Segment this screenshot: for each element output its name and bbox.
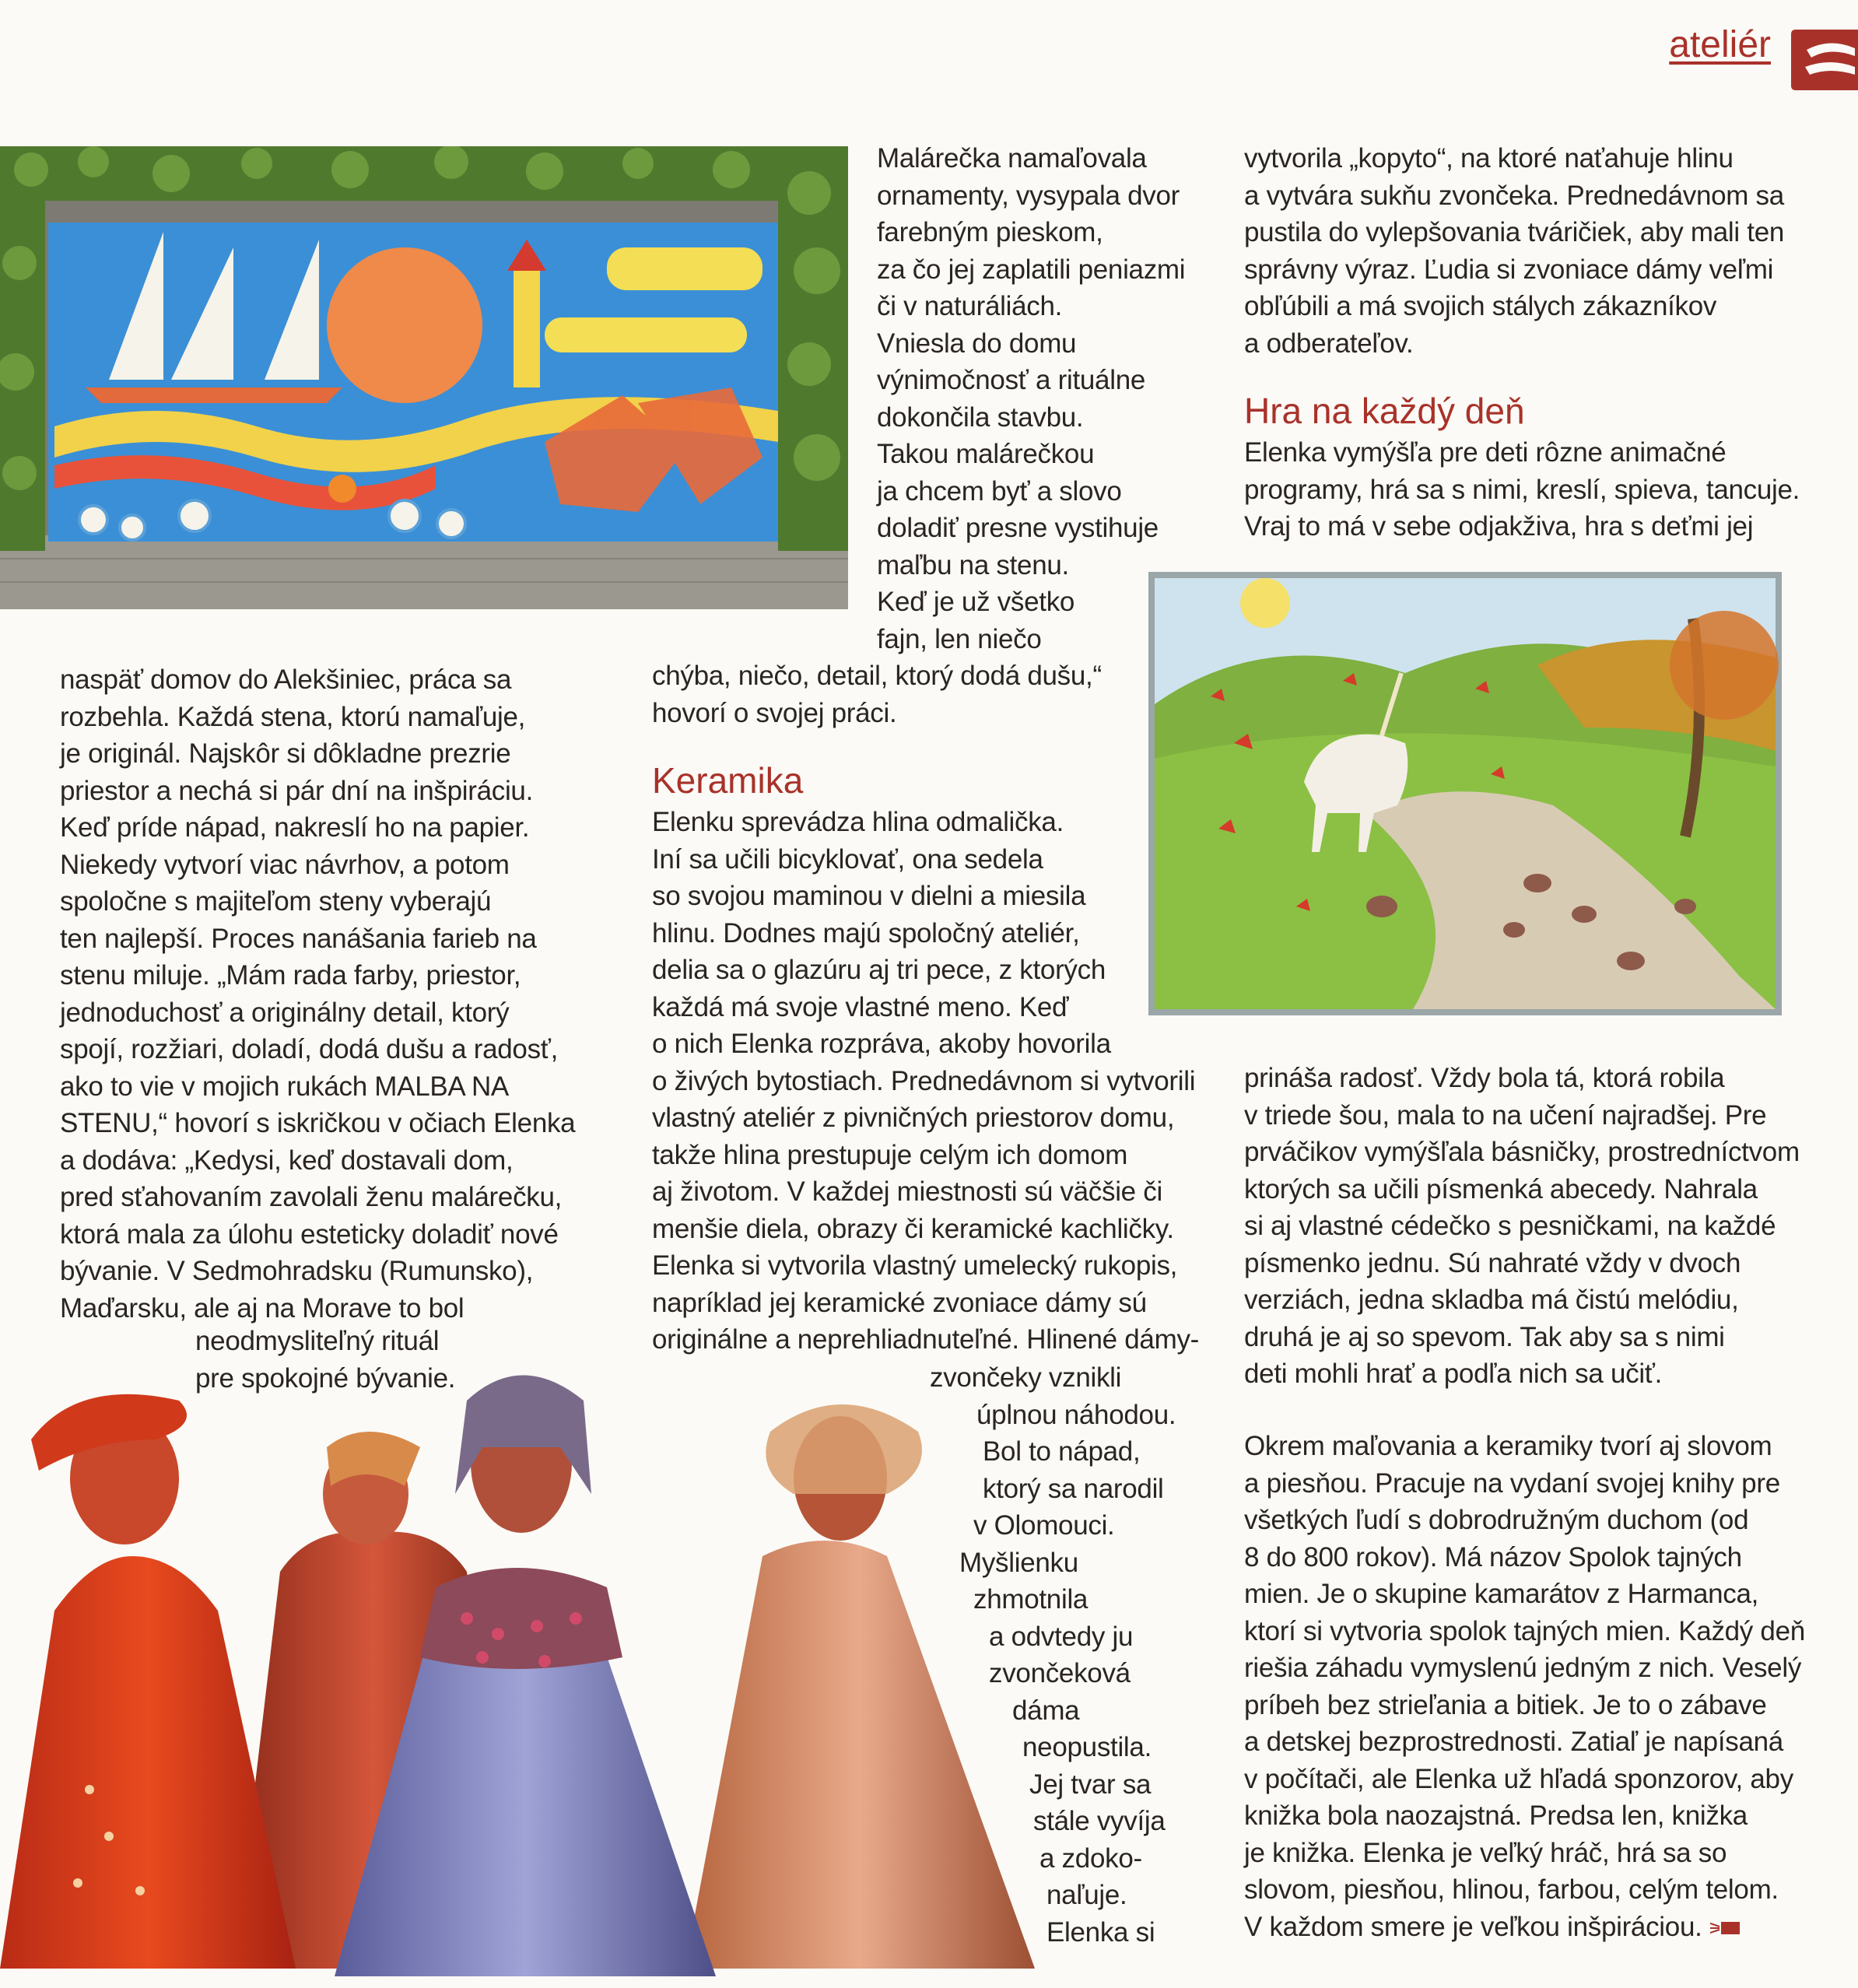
text-line: rozbehla. Každá stena, ktorú namaľuje, [60,701,526,732]
text-line: neopustila. [1022,1732,1152,1762]
text-line: dáma [1012,1695,1080,1726]
text-line: za čo jej zaplatili peniazmi [877,254,1186,285]
text-line: pustila do vylepšovania tváričiek, aby mali ten [1244,217,1785,247]
text-line: hovorí o svojej práci. [652,697,897,728]
text-line: jednoduchosť a originálny detail, ktorý [60,997,510,1028]
text-line: o nich Elenka rozpráva, akoby hovorila [652,1029,1111,1059]
col3-bottom-text [1244,1060,1800,1393]
text-line: Maďarsku, ale aj na Morave to bol [60,1292,464,1324]
text-line: ktorá mala za úlohu esteticky doladiť nové [60,1218,559,1250]
col3-top-text [1244,140,1784,362]
text-line: mien. Je o skupine kamarátov z Harmanca, [1244,1579,1759,1609]
text-line: o živých bytostiach. Prednedávnom si vytvorili [652,1065,1196,1096]
text-line: je originál. Najskôr si dôkladne prezrie [60,738,511,769]
text-line: ja chcem byť a slovo [877,475,1122,507]
text-line: aj životom. V každej miestnosti sú väčšie či [652,1176,1162,1207]
text-line: v počítači, ale Elenka už hľadá sponzorov, aby [1244,1763,1793,1794]
text-line: hlinu. Dodnes majú spoločný ateliér, [652,917,1080,948]
text-line: a zdoko- [1039,1842,1142,1874]
text-line: Takou malárečkou [877,439,1095,469]
col1-text [60,661,575,1327]
text-line: takže hlina prestupuje celým ich domom [652,1139,1128,1170]
text-line: programy, hrá sa s nimi, kreslí, spieva, tancuje. [1244,474,1800,505]
text-line: so svojou maminou v dielni a miesila [652,881,1086,911]
text-line: STENU,“ hovorí s iskričkou v očiach Elenka [60,1108,576,1138]
text-line: v triede šou, mala to na učení najradšej. Pre [1244,1099,1767,1131]
text-line: stále vyvíja [1033,1806,1166,1836]
text-line: originálne a neprehliadnuteľné. Hlinené dámy- [652,1324,1200,1355]
text-line: Niekedy vytvorí viac návrhov, a potom [60,849,510,880]
text-line: ktorí si vytvoria spolok tajných mien. Každý deň [1244,1615,1805,1646]
text-line: zvončeková [989,1658,1131,1688]
hra-heading: Hra na každý deň [1244,391,1525,431]
text-line: napríklad jej keramické zvoniace dámy sú [652,1287,1147,1318]
text-line: a odvtedy ju [989,1621,1134,1652]
text-line: zvončeky vznikli [930,1362,1122,1393]
text-line: 8 do 800 rokov). Má názov Spolok tajných [1244,1541,1742,1573]
text-line: verziách, jedna skladba má čistú melódiu, [1244,1285,1739,1315]
text-line: Okrem maľovania a keramiky tvorí aj slovom [1244,1431,1772,1461]
text-line: je knižka. Elenka je veľký hráč, hrá sa so [1244,1837,1727,1868]
text-line: Keď je už všetko [877,587,1075,617]
text-line: a detskej bezprostrednosti. Zatiaľ je napísaná [1244,1727,1783,1757]
text-line: menšie diela, obrazy či keramické kachličky. [652,1213,1174,1244]
text-line: písmenko jednu. Sú nahraté vždy v dvoch [1244,1247,1741,1278]
text-line: Vraj to má v sebe odjakživa, hra s deťmi jej [1244,511,1754,542]
text-line: spojí, rozžiari, doladí, dodá dušu a radosť, [60,1034,559,1064]
text-line: Vniesla do domu [877,328,1077,359]
text-line: Elenku sprevádza hlina odmalička. [652,807,1064,837]
unicorn-mural-photo [1148,572,1782,1015]
text-line: naľuje. [1046,1880,1127,1910]
text-line: Bol to nápad, [983,1436,1141,1467]
section-label: ateliér [1669,24,1771,65]
text-line: všetkých ľudí s dobrodružným duchom (od [1244,1505,1749,1535]
text-line: Malárečka namaľovala [877,143,1147,174]
keramika-heading: Keramika [652,760,804,801]
text-line: správny výraz. Ľudia si zvoniace dámy veľmi [1244,254,1774,285]
text-line: Keď príde nápad, nakreslí ho na papier. [60,812,530,843]
text-line: pred sťahovaním zavolali ženu malárečku, [60,1182,563,1212]
text-line: ornamenty, vysypala dvor [877,180,1180,211]
garage-mural-photo [0,146,848,609]
text-line: Elenka si [1046,1916,1155,1948]
text-line: V každom smere je veľkou inšpiráciou. [1244,1911,1702,1942]
col2-top-text [877,140,1185,657]
end-of-article-icon [1710,1920,1740,1936]
keramika-wrap-text [930,1359,1176,1951]
text-line: vlastný ateliér z pivničných priestorov domu, [652,1103,1175,1133]
text-line: Elenka vymýšľa pre deti rôzne animačné [1244,437,1727,468]
text-line: doladiť presne vystihuje [877,513,1159,543]
text-line: príbeh bez strieľania a bitiek. Je to o zábave [1244,1689,1767,1720]
col2-mid-text [652,657,1102,731]
text-line: stenu miluje. „Mám rada farby, priestor, [60,960,521,990]
col3-final-text [1244,1428,1805,1945]
text-line: ten najlepší. Proces nanášania farieb na [60,923,537,954]
text-line: druhá je aj so spevom. Tak aby sa s nimi [1244,1321,1725,1352]
text-line: ktorý sa narodil [983,1473,1164,1504]
text-line: Jej tvar sa [1029,1769,1152,1800]
text-line: delia sa o glazúru aj tri pece, z ktorých [652,955,1106,985]
text-line: prváčikov vymýšľala básničky, prostredníctvom [1244,1137,1800,1167]
text-line: a dodáva: „Kedysi, keď dostavali dom, [60,1145,514,1176]
text-line: neodmysliteľný rituál [195,1326,440,1356]
text-line: deti mohli hrať a podľa nich sa učiť. [1244,1359,1663,1389]
text-line: priestor a nechá si pár dní na inšpiráciu. [60,775,534,806]
text-line: každá má svoje vlastné meno. Keď [652,991,1069,1022]
magazine-logo-icon [1783,26,1858,93]
text-line: prináša radosť. Vždy bola tá, ktorá robila [1244,1063,1725,1093]
text-line: Iní sa učili bicyklovať, ona sedela [652,843,1043,875]
text-line: či v naturáliách. [877,291,1063,321]
text-line: fajn, len niečo [877,623,1042,654]
text-line: bývanie. V Sedmohradsku (Rumunsko), [60,1256,534,1286]
text-line: maľbu na stenu. [877,549,1069,580]
text-line: ktorých sa učili písmenká abecedy. Nahrala [1244,1173,1758,1204]
text-line: vytvorila „kopyto“, na ktoré naťahuje hlinu [1244,143,1734,174]
text-line: riešia záhadu vymyslenú jedným z nich. Veselý [1244,1653,1802,1683]
text-line: úplnou náhodou. [976,1399,1176,1430]
text-line: chýba, niečo, detail, ktorý dodá dušu,“ [652,661,1102,691]
text-line: pre spokojné bývanie. [195,1362,456,1394]
text-line: ako to vie v mojich rukách MALBA NA [60,1071,509,1102]
text-line: dokončila stavbu. [877,401,1084,433]
keramika-text [652,804,1199,1359]
text-line: naspäť domov do Alekšiniec, práca sa [60,664,512,695]
hra-text [1244,434,1800,545]
text-line: a odberateľov. [1244,328,1414,359]
text-line: knižka bola naozajstná. Predsa len, knižka [1244,1800,1748,1831]
text-line: v Olomouci. [973,1510,1115,1541]
text-line: zhmotnila [973,1584,1089,1615]
text-line: spoločne s majiteľom steny vyberajú [60,886,492,917]
text-line: Myšlienku [959,1547,1078,1578]
text-line: farebným pieskom, [877,217,1103,247]
text-line: Elenka si vytvorila vlastný umelecký rukopis, [652,1250,1178,1281]
text-line: obľúbili a má svojich stálych zákazníkov [1244,291,1717,321]
text-line: slovom, piesňou, hlinou, farbou, celým telom. [1244,1874,1779,1905]
text-line: výnimočnosť a rituálne [877,365,1146,395]
text-line: si aj vlastné cédečko s pesničkami, na každé [1244,1211,1776,1241]
text-line: a vytvára sukňu zvončeka. Prednedávnom sa [1244,180,1784,211]
text-line: a piesňou. Pracuje na vydaní svojej knihy pre [1244,1467,1780,1499]
